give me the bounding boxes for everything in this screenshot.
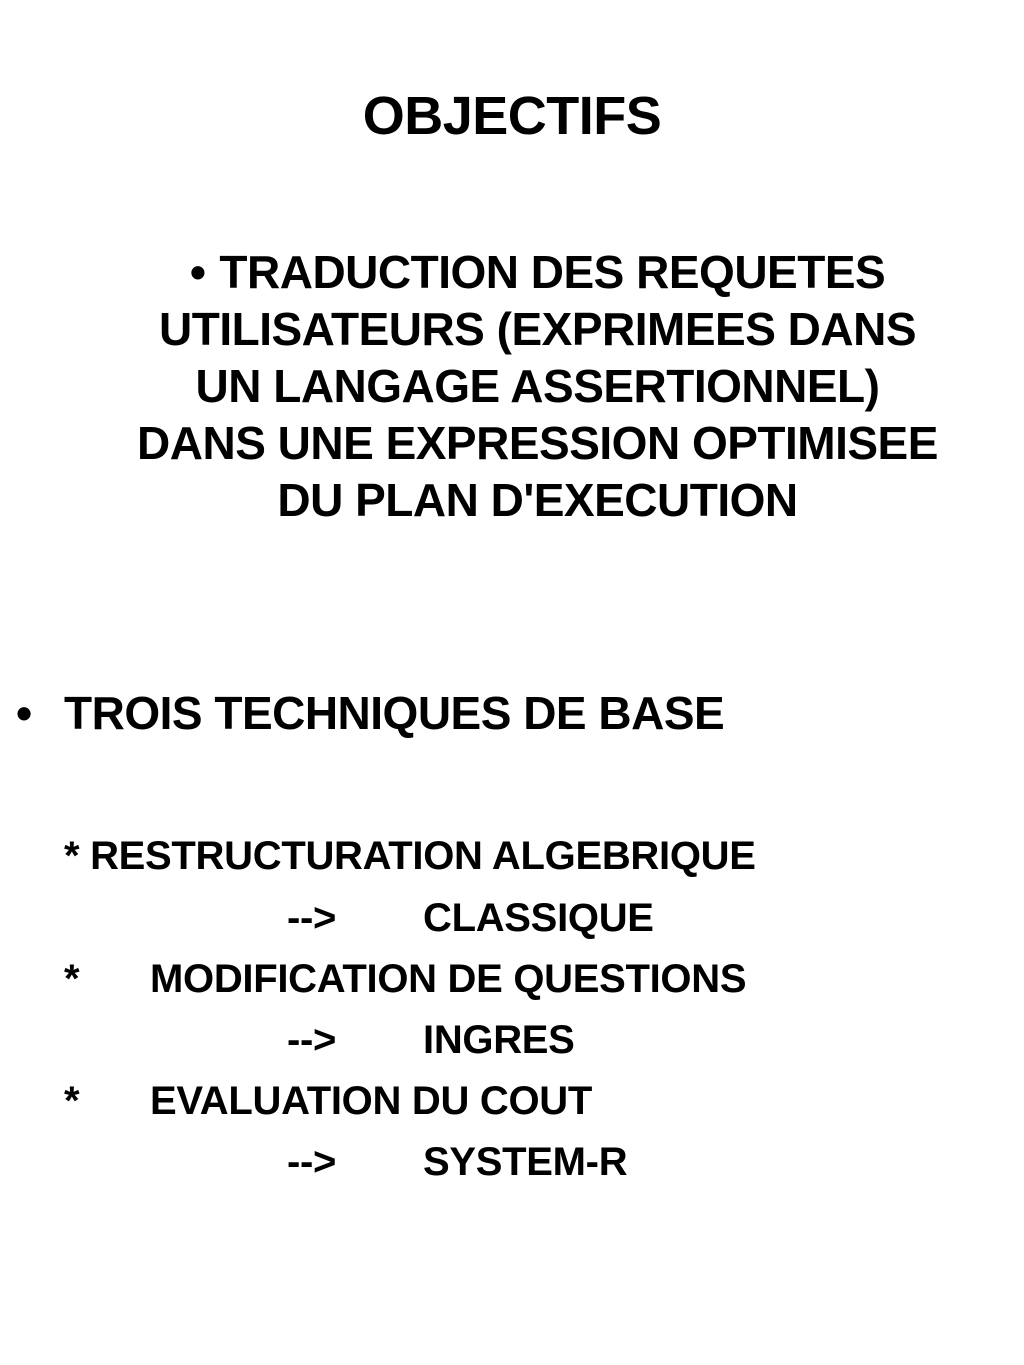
bullet-three-techniques — [16, 685, 724, 742]
technique-2-label: MODIFICATION DE QUESTIONS — [150, 957, 747, 1001]
technique-3-label: EVALUATION DU COUT — [150, 1079, 592, 1123]
bullet1-line-5: DU PLAN D'EXECUTION — [277, 474, 798, 526]
technique-1-arrow: --> — [287, 896, 337, 940]
technique-2-system: INGRES — [423, 1018, 575, 1062]
bullet1-line-3: UN LANGAGE ASSERTIONNEL) — [195, 360, 880, 412]
bullet1-line-4: DANS UNE EXPRESSION OPTIMISEE — [137, 417, 938, 469]
bullet1-line-1: • TRADUCTION DES REQUETES — [189, 246, 886, 298]
bullet-dot: • — [16, 687, 32, 739]
technique-3-star: * — [64, 1079, 80, 1123]
technique-2-star: * — [64, 957, 80, 1001]
bullet-dot: • — [189, 246, 206, 298]
bullet2-text: TROIS TECHNIQUES DE BASE — [64, 687, 725, 739]
bullet-objective-translation — [60, 244, 1015, 529]
bullet1-line-2: UTILISATEURS (EXPRIMEES DANS — [159, 303, 916, 355]
slide-title: OBJECTIFS — [362, 86, 662, 146]
technique-2-arrow: --> — [287, 1018, 337, 1062]
technique-1-system: CLASSIQUE — [423, 896, 654, 940]
technique-3-arrow: --> — [287, 1140, 337, 1184]
technique-1-label: * RESTRUCTURATION ALGEBRIQUE — [64, 834, 756, 878]
technique-3-system: SYSTEM-R — [423, 1140, 628, 1184]
